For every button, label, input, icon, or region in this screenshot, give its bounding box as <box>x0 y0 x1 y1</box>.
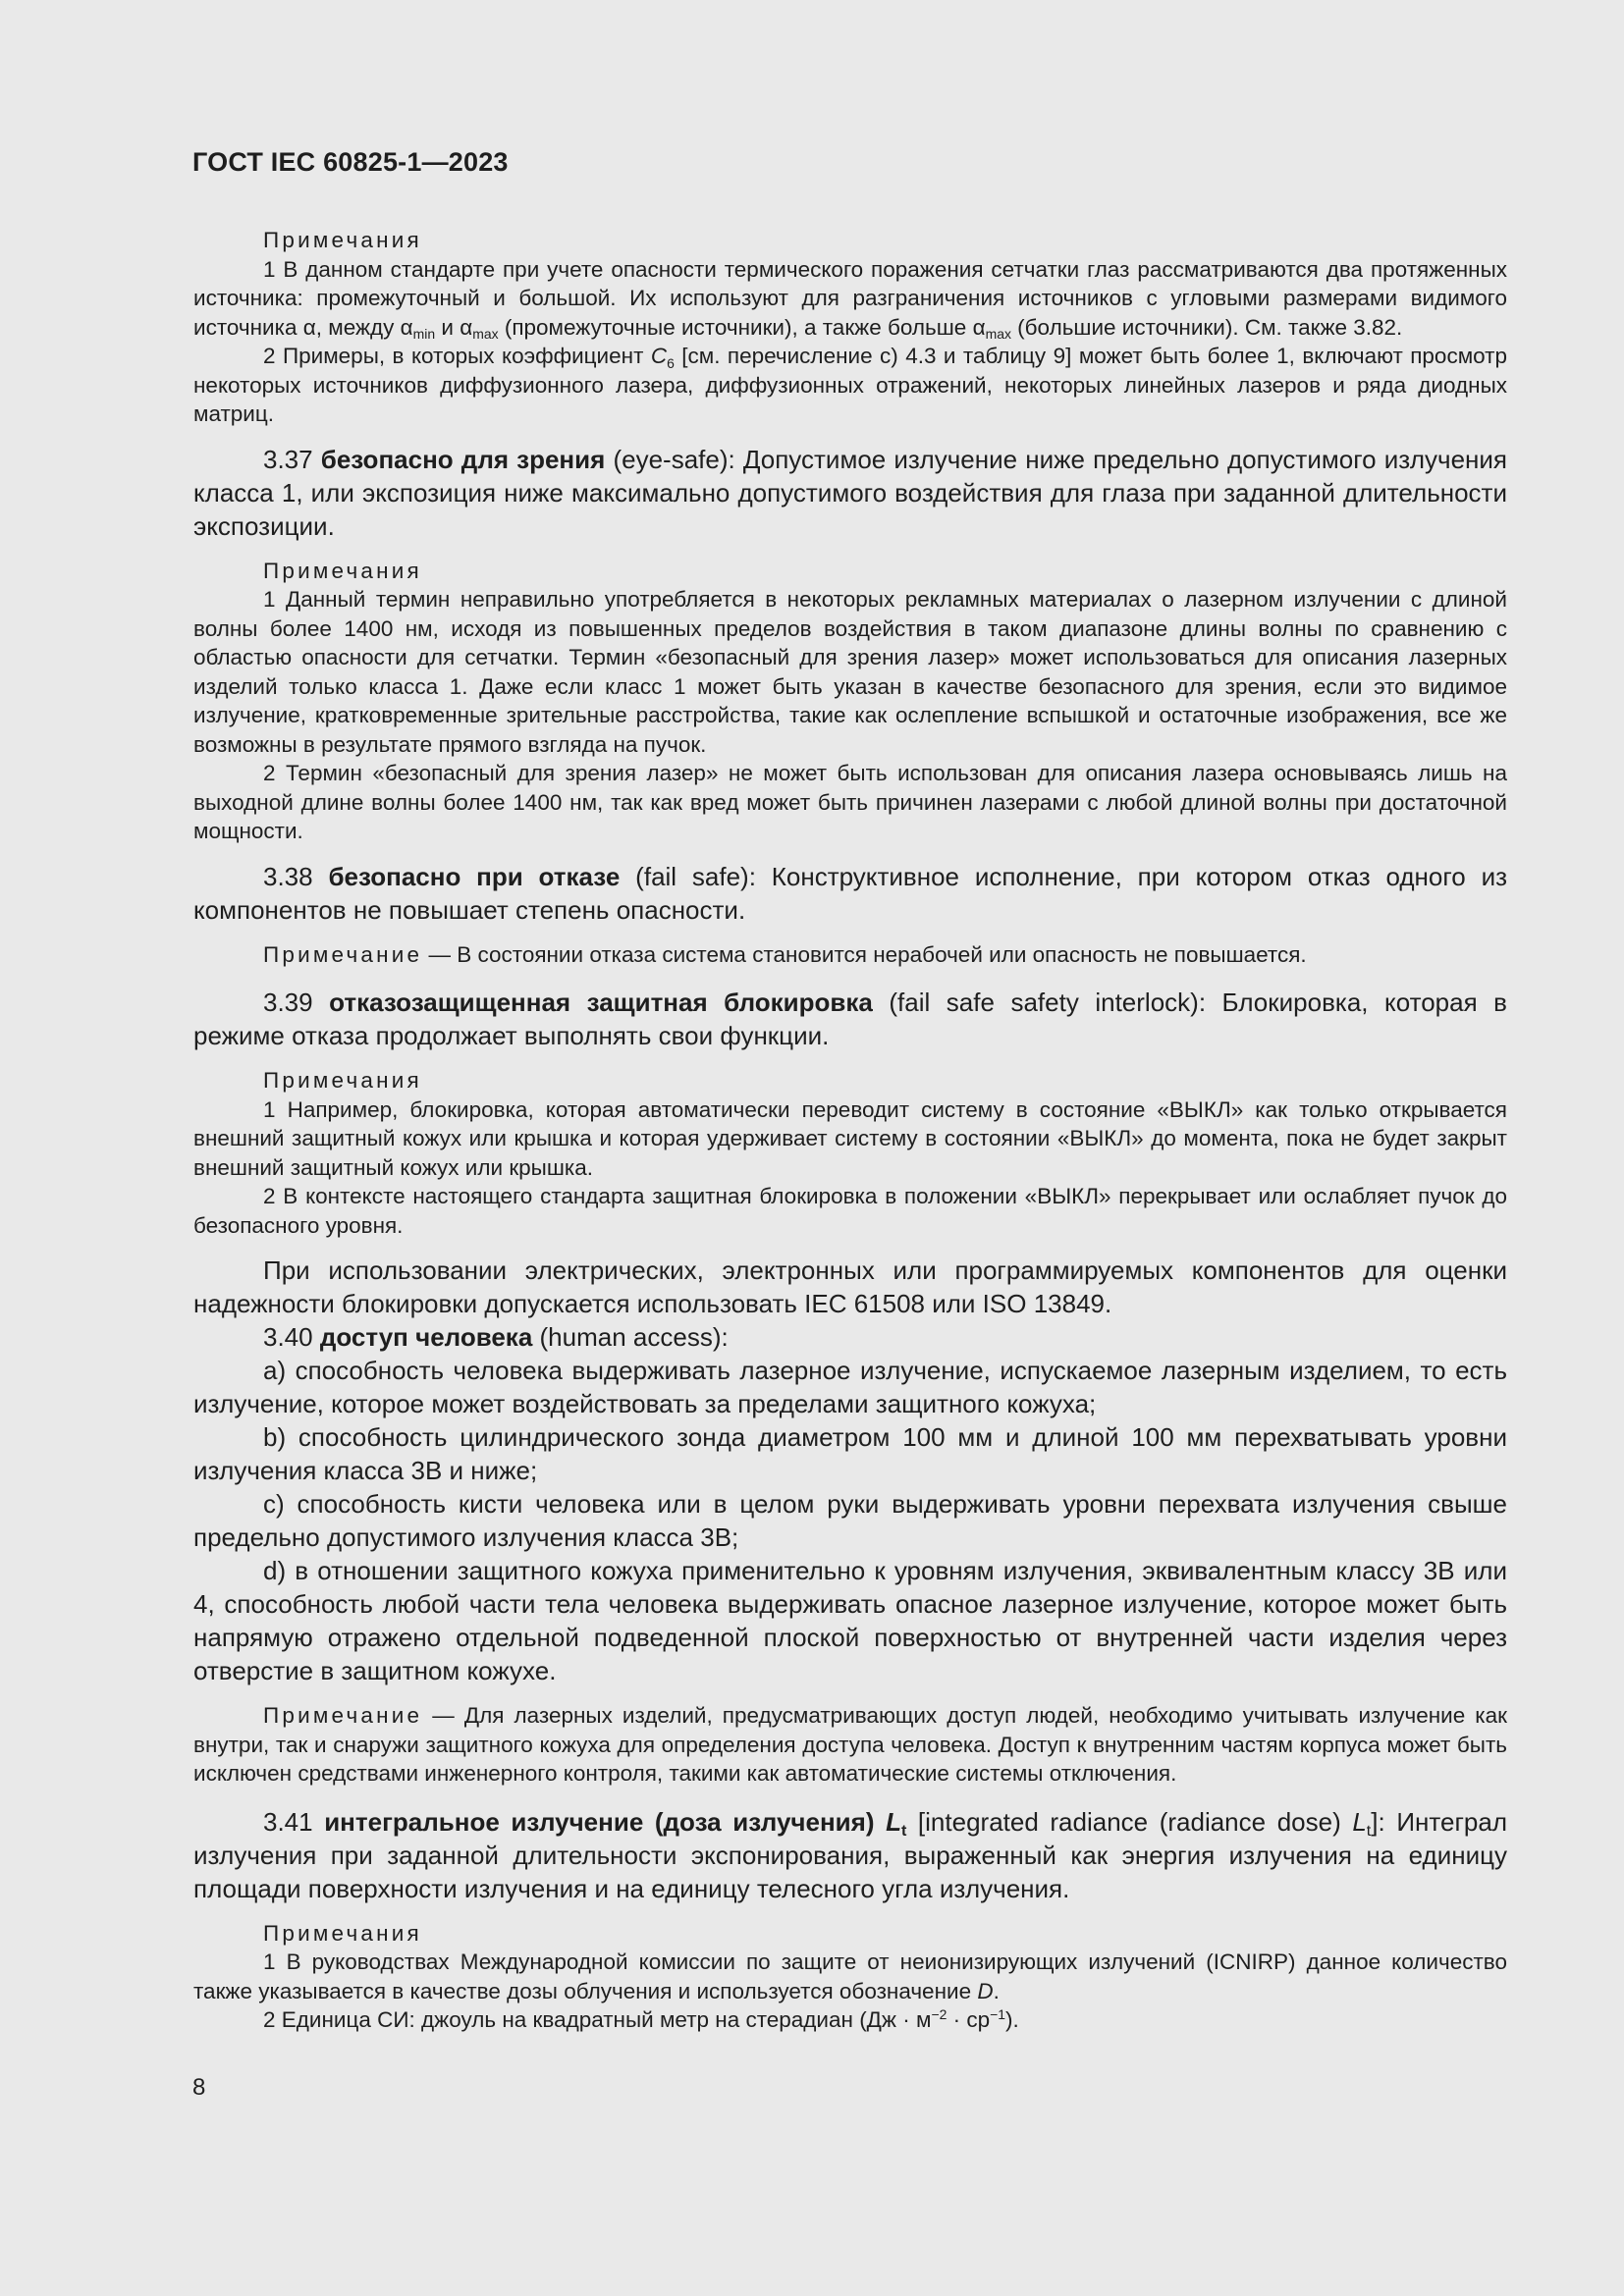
note-2: 2 Примеры, в которых коэффициент $C_6$ [см. перечисление с) 4.3 и таблицу 9] может быть более 1, включают просмотр некоторых источников диффузионного лазера, диффузионных отражений, некоторых линейных лазеров и ряда диодных матриц. <box>193 344 1507 426</box>
note-2: 2 Термин «безопасный для зрения лазер» не может быть использован для описания лазера основываясь лишь на выходной длине волны более 1400 нм, так как вред может быть причинен лазерами с любой длиной волны при достаточной мощности. <box>193 761 1507 843</box>
item-c: c) способность кисти человека или в целом руки выдерживать уровни перехвата излучения свыше предельно допустимого излучения класса 3B; <box>193 1489 1507 1552</box>
section-3-41: 3.41 интегральное излучение (доза излучения) $L_t$ [integrated radiance (radiance dose) $L_t$]: Интеграл излучения при заданной длительности экспонирования, выраженный как энергия излучения на единицу площади поверхности излучения и на единицу телесного угла излучения. <box>193 1806 1508 1903</box>
note-1: 1 В руководствах Международной комиссии по защите от неионизирующих излучений (ICNIRP) данное количество также указывается в качестве дозы облучения и используется обозначение D. <box>193 1949 1507 2003</box>
section-3-39: 3.39 отказозащищенная защитная блокировка (fail safe safety interlock): Блокировка, которая в режиме отказа продолжает выполнять свои функции. <box>193 988 1507 1050</box>
paragraph-interlock: При использовании электрических, электронных или программируемых компонентов для оценки надежности блокировки допускается использовать IEC 61508 или ISO 13849. <box>193 1255 1507 1318</box>
note-1: 1 В данном стандарте при учете опасности термического поражения сетчатки глаз рассматриваются два протяженных источника: промежуточный и большой. Их используют для разграничения источников с угловыми размерами видимого источника α, между $\alpha_{min}$ и $\alpha_{max}$ (промежуточные источники), а также больше $\alpha_{max}$ (большие источники). См. также 3.82. <box>193 256 1507 343</box>
item-d: d) в отношении защитного кожуха применительно к уровням излучения, эквивалентным классу 3B или 4, способность любой части тела человека выдерживать опасное лазерное излучение, которое может быть напрямую отражено отдельной подведенной плоской поверхностью от внутренней части изделия через отверстие в защитном кожухе. <box>193 1556 1507 1685</box>
notes-heading: Примечания <box>263 228 422 252</box>
notes-top <box>193 226 1507 429</box>
item-b: b) способность цилиндрического зонда диаметром 100 мм и длиной 100 мм перехватывать уровни излучения класса 3B и ниже; <box>193 1422 1507 1485</box>
notes-3-37 <box>193 557 1507 846</box>
notes-heading: Примечания <box>263 558 422 583</box>
item-a: a) способность человека выдерживать лазерное излучение, испускаемое лазерным изделием, то есть излучение, которое может воздействовать за пределами защитного кожуха; <box>193 1356 1507 1418</box>
notes-heading: Примечания <box>263 1068 422 1093</box>
note-2: 2 Единица СИ: джоуль на квадратный метр на стерадиан $(Дж \cdot м^{-2} \cdot ср^{-1})$. <box>263 2006 1019 2032</box>
notes-3-39 <box>193 1066 1507 1240</box>
page-header: ГОСТ IEC 60825-1—2023 <box>192 147 509 177</box>
notes-3-41 <box>193 1919 1507 2035</box>
section-3-37: 3.37 безопасно для зрения (eye-safe): Допустимое излучение ниже предельно допустимого излучения класса 1, или экспозиция ниже максимально допустимого воздействия для глаза при заданной длительности экспозиции. <box>193 444 1508 541</box>
note-3-38: Примечание — В состоянии отказа система становится нерабочей или опасность не повышается. <box>263 941 1307 967</box>
note-2: 2 В контексте настоящего стандарта защитная блокировка в положении «ВЫКЛ» перекрывает или ослабляет пучок до безопасного уровня. <box>193 1184 1507 1238</box>
section-3-40: 3.40 доступ человека (human access): <box>263 1322 729 1352</box>
note-3-40: Примечание — Для лазерных изделий, предусматривающих доступ людей, необходимо учитывать излучение как внутри, так и снаружи защитного кожуха для определения доступа человека. Доступ к внутренним частям корпуса может быть исключен средствами инженерного контроля, такими как автоматические системы отключения. <box>193 1703 1507 1786</box>
notes-heading: Примечания <box>263 1920 422 1946</box>
page-content <box>193 226 1507 2035</box>
page-number: 8 <box>192 2074 206 2101</box>
note-1: 1 Например, блокировка, которая автоматически переводит систему в состояние «ВЫКЛ» как только открывается внешний защитный кожух или крышка и которая удерживает систему в состоянии «ВЫКЛ» до момента, пока не будет закрыт внешний защитный кожух или крышка. <box>193 1096 1507 1180</box>
section-3-38: 3.38 безопасно при отказе (fail safe): Конструктивное исполнение, при котором отказ одного из компонентов не повышает степень опасности. <box>193 861 1508 925</box>
note-1: 1 Данный термин неправильно употребляется в некоторых рекламных материалах о лазерном излучении с длиной волны более 1400 нм, исходя из повышенных пределов воздействия в таком диапазоне длины волны по сравнению с областью опасности для сетчатки. Термин «безопасный для зрения лазер» может использоваться для описания лазерных изделий только класса 1. Даже если класс 1 может быть указан в качестве безопасного для зрения, если это видимое излучение, кратковременные зрительные расстройства, такие как ослепление вспышкой и остаточные изображения, все же возможны в результате прямого взгляда на пучок. <box>193 587 1507 757</box>
